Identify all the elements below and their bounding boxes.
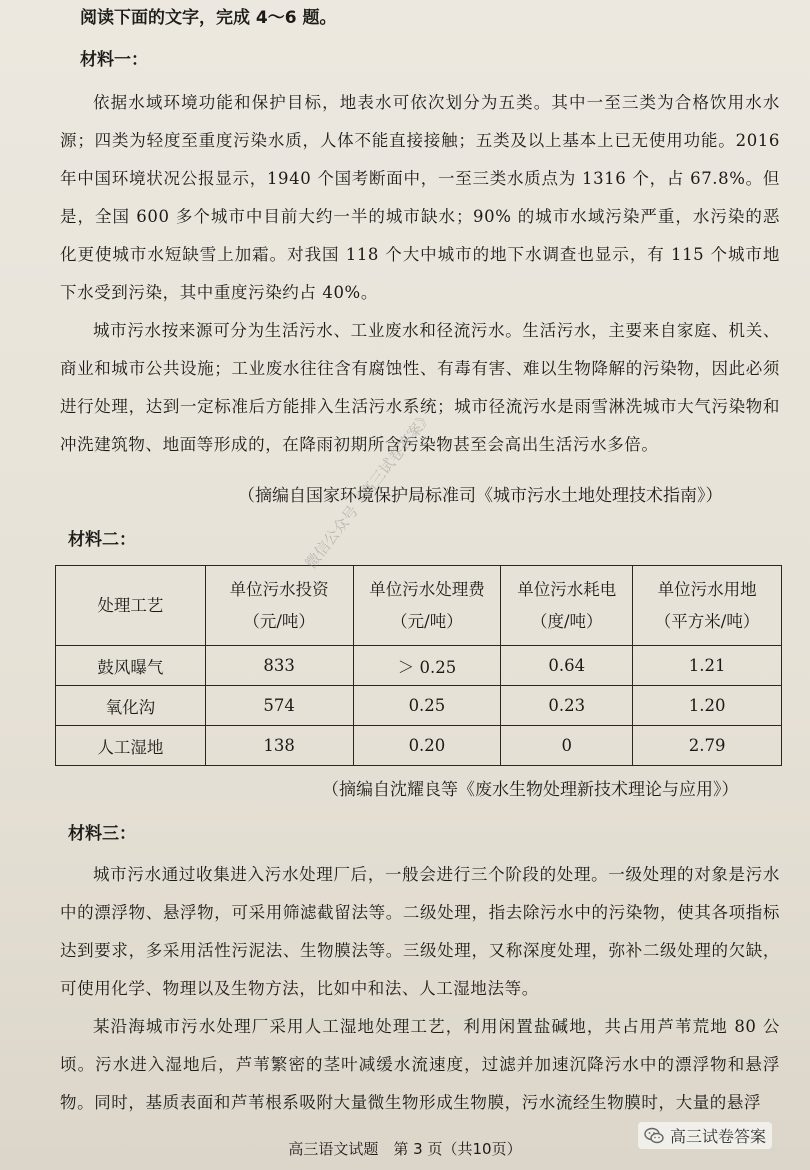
table-cell: 138 xyxy=(205,726,353,766)
table-cell: 0.64 xyxy=(501,646,633,686)
table-cell: 0.20 xyxy=(353,726,501,766)
account-badge[interactable] xyxy=(638,1122,772,1149)
table-header-cell: 单位污水投资 （元/吨） xyxy=(205,566,353,646)
table-row xyxy=(56,686,782,726)
table-cell: 鼓风曝气 xyxy=(56,646,206,686)
table-cell: ＞ 0.25 xyxy=(353,646,501,686)
material3-paragraph-1: 城市污水通过收集进入污水处理厂后，一般会进行三个阶段的处理。一级处理的对象是污水中的漂浮物、悬浮物，可采用筛滤截留法等。二级处理，指去除污水中的污染物，使其各项指标达到要求，多采用活性污泥法、生物膜法等。三级处理，又称深度处理，弥补二级处理的欠缺，可使用化学、物理以及生物方法，比如中和法、人工湿地法等。 xyxy=(60,865,780,998)
table-cell: 1.21 xyxy=(633,646,782,686)
table-row xyxy=(56,726,782,766)
table-cell: 氧化沟 xyxy=(56,686,206,726)
table-header-cell: 单位污水处理费 （元/吨） xyxy=(353,566,501,646)
table-cell: 574 xyxy=(205,686,353,726)
page-footer: 高三语文试题 第 3 页（共10页） xyxy=(288,1140,522,1158)
wechat-icon xyxy=(644,1127,664,1145)
table-cell: 0.25 xyxy=(353,686,501,726)
material1-label: 材料一： xyxy=(80,50,148,70)
instruction: 阅读下面的文字，完成 4～6 题。 xyxy=(80,8,337,28)
table-cell: 2.79 xyxy=(633,726,782,766)
material1-paragraph-2: 城市污水按来源可分为生活污水、工业废水和径流污水。生活污水，主要来自家庭、机关、商业和城市公共设施；工业废水往往含有腐蚀性、有毒有害、难以生物降解的污染物，因此必须进行处理，达到一定标准后方能排入生活污水系统；城市径流污水是雨雪淋洗城市大气污染物和冲洗建筑物、地面等形成的，在降雨初期所含污染物甚至会高出生活污水多倍。 xyxy=(60,321,780,454)
material2-label: 材料二： xyxy=(68,530,136,550)
table-header-cell: 单位污水用地 （平方米/吨） xyxy=(633,566,782,646)
material3-paragraph-2: 某沿海城市污水处理厂采用人工湿地处理工艺，利用闲置盐碱地，共占用芦苇荒地 80 公顷。污水进入湿地后，芦苇繁密的茎叶减缓水流速度，过滤并加速沉降污水中的漂浮物和悬浮物。同时，基质表面和芦苇根系吸附大量微生物形成生物膜，污水流经生物膜时，大量的悬浮 xyxy=(60,1017,780,1112)
table-cell: 833 xyxy=(205,646,353,686)
watermark-text: 微信公众号《高三试卷答案》 xyxy=(301,407,436,573)
table-cell: 0 xyxy=(501,726,633,766)
material1-paragraph-1: 依据水域环境功能和保护目标，地表水可依次划分为五类。其中一至三类为合格饮用水水源；四类为轻度至重度污染水质，人体不能直接接触；五类及以上基本上已无使用功能。2016 年中国环境状况公报显示，1940 个国考断面中，一至三类水质点为 1316 个，占 67.8%。但是，全国 600 多个城市中目前大约一半的城市缺水；90% 的城市水域污染严重，水污染的恶化更使城市水短缺雪上加霜。对我国 118 个大中城市的地下水调查也显示，有 115 个城市地下水受到污染，其中重度污染约占 40%。 xyxy=(60,93,780,302)
material3-label: 材料三： xyxy=(68,824,136,844)
table-row xyxy=(56,646,782,686)
table-cell: 0.23 xyxy=(501,686,633,726)
table-header-row xyxy=(56,566,782,646)
material1-source: （摘编自国家环境保护局标准司《城市污水土地处理技术指南》） xyxy=(238,486,723,506)
table-cell: 1.20 xyxy=(633,686,782,726)
table-header-cell: 处理工艺 xyxy=(56,566,206,646)
table-header-cell: 单位污水耗电 （度/吨） xyxy=(501,566,633,646)
account-name: 高三试卷答案 xyxy=(670,1127,767,1146)
table-cell: 人工湿地 xyxy=(56,726,206,766)
wastewater-process-table xyxy=(55,565,782,766)
material2-source: （摘编自沈耀良等《废水生物处理新技术理论与应用》） xyxy=(322,780,739,800)
